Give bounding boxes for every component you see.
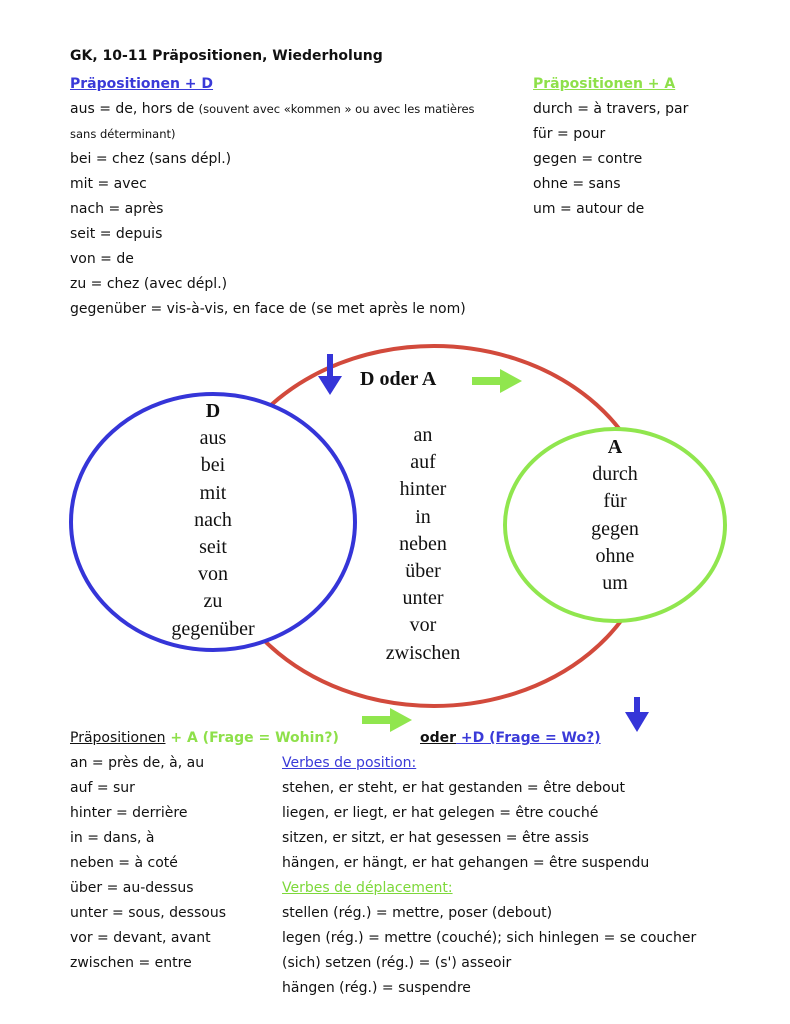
list-item: zwischen = entre bbox=[70, 955, 192, 971]
verbs-section bbox=[282, 751, 696, 1001]
list-item: von bbox=[198, 563, 228, 586]
list-item: sans déterminant) bbox=[70, 127, 176, 141]
list-item: durch = à travers, par bbox=[533, 101, 689, 117]
list-item: sitzen, er sitzt, er hat gesessen = être assis bbox=[282, 830, 589, 846]
list-item: nach bbox=[194, 508, 232, 531]
list-item: in = dans, à bbox=[70, 830, 155, 846]
middle-heading: D oder A bbox=[360, 368, 437, 390]
list-item: um = autour de bbox=[533, 201, 645, 217]
bottom-heading-dative: +D (Frage = Wo?) bbox=[456, 730, 601, 746]
list-item: um bbox=[602, 572, 628, 595]
page-title: GK, 10-11 Präpositionen, Wiederholung bbox=[70, 48, 383, 64]
bottom-heading-oder: oder bbox=[420, 730, 457, 746]
list-item: stellen (rég.) = mettre, poser (debout) bbox=[282, 905, 553, 921]
list-item: gegenüber bbox=[171, 617, 255, 640]
list-item: hängen, er hängt, er hat gehangen = être suspendu bbox=[282, 855, 650, 871]
list-item: hinter = derrière bbox=[70, 805, 188, 821]
list-item: hinter bbox=[399, 478, 447, 501]
list-item: bei bbox=[200, 454, 226, 477]
arrow-down-icon bbox=[318, 354, 342, 395]
position-heading: Verbes de position: bbox=[282, 755, 417, 771]
list-item: in bbox=[415, 505, 431, 528]
accusative-circle-content bbox=[565, 434, 665, 597]
list-item: über = au-dessus bbox=[70, 880, 194, 896]
list-item: (sich) setzen (rég.) = (s') asseoir bbox=[282, 955, 512, 971]
list-item: hängen (rég.) = suspendre bbox=[282, 980, 471, 996]
list-item: von = de bbox=[70, 251, 134, 267]
arrow-right-icon bbox=[472, 369, 522, 393]
list-item: legen (rég.) = mettre (couché); sich hinlegen = se coucher bbox=[282, 930, 697, 946]
list-item: auf = sur bbox=[70, 780, 135, 796]
list-item: unter = sous, dessous bbox=[70, 905, 226, 921]
list-item: neben bbox=[399, 532, 447, 555]
arrow-right-icon bbox=[362, 708, 412, 732]
bottom-heading-accusative: + A (Frage = Wohin?) bbox=[165, 730, 339, 746]
list-item: unter bbox=[402, 587, 444, 610]
list-item: zwischen bbox=[385, 641, 461, 664]
list-item: auf bbox=[410, 451, 436, 474]
list-item: mit = avec bbox=[70, 176, 147, 192]
list-item: über bbox=[405, 560, 441, 583]
list-item: ohne bbox=[595, 544, 635, 567]
list-item: stehen, er steht, er hat gestanden = être debout bbox=[282, 780, 626, 796]
list-item: vor bbox=[409, 614, 437, 637]
list-item: gegen bbox=[591, 517, 639, 540]
list-item: gegen = contre bbox=[533, 151, 643, 167]
list-item: neben = à coté bbox=[70, 855, 178, 871]
dative-circle-heading: D bbox=[205, 400, 221, 422]
list-item: ohne = sans bbox=[533, 176, 621, 192]
list-item: aus bbox=[199, 427, 227, 450]
arrow-down-icon bbox=[625, 697, 649, 732]
list-item: seit = depuis bbox=[70, 226, 163, 242]
bottom-heading-main: Präpositionen bbox=[70, 730, 166, 746]
list-item: seit bbox=[199, 536, 227, 559]
movement-heading: Verbes de déplacement: bbox=[282, 880, 453, 896]
list-item: liegen, er liegt, er hat gelegen = être couché bbox=[282, 805, 599, 821]
bottom-heading-right bbox=[420, 726, 601, 751]
two-way-list bbox=[70, 751, 226, 976]
list-item: bei = chez (sans dépl.) bbox=[70, 151, 232, 167]
list-item: nach = après bbox=[70, 201, 164, 217]
middle-content bbox=[363, 422, 483, 667]
bottom-heading bbox=[70, 726, 339, 751]
accusative-heading: Präpositionen + A bbox=[533, 76, 676, 92]
list-item: an bbox=[413, 424, 433, 446]
list-item: für = pour bbox=[533, 126, 606, 142]
list-item: vor = devant, avant bbox=[70, 930, 211, 946]
accusative-circle-heading: A bbox=[607, 436, 623, 458]
list-item: durch bbox=[592, 463, 638, 486]
list-item: mit bbox=[199, 481, 227, 504]
dative-heading: Präpositionen + D bbox=[70, 76, 214, 92]
list-item: gegenüber = vis-à-vis, en face de (se met après le nom) bbox=[70, 301, 466, 317]
list-item: für bbox=[603, 490, 627, 513]
list-item: aus = de, hors de (souvent avec «kommen » ou avec les matières bbox=[70, 101, 475, 117]
list-item: an = près de, à, au bbox=[70, 755, 205, 771]
list-item: zu bbox=[203, 590, 223, 613]
list-item: zu = chez (avec dépl.) bbox=[70, 276, 228, 292]
dative-circle-content bbox=[143, 398, 283, 643]
